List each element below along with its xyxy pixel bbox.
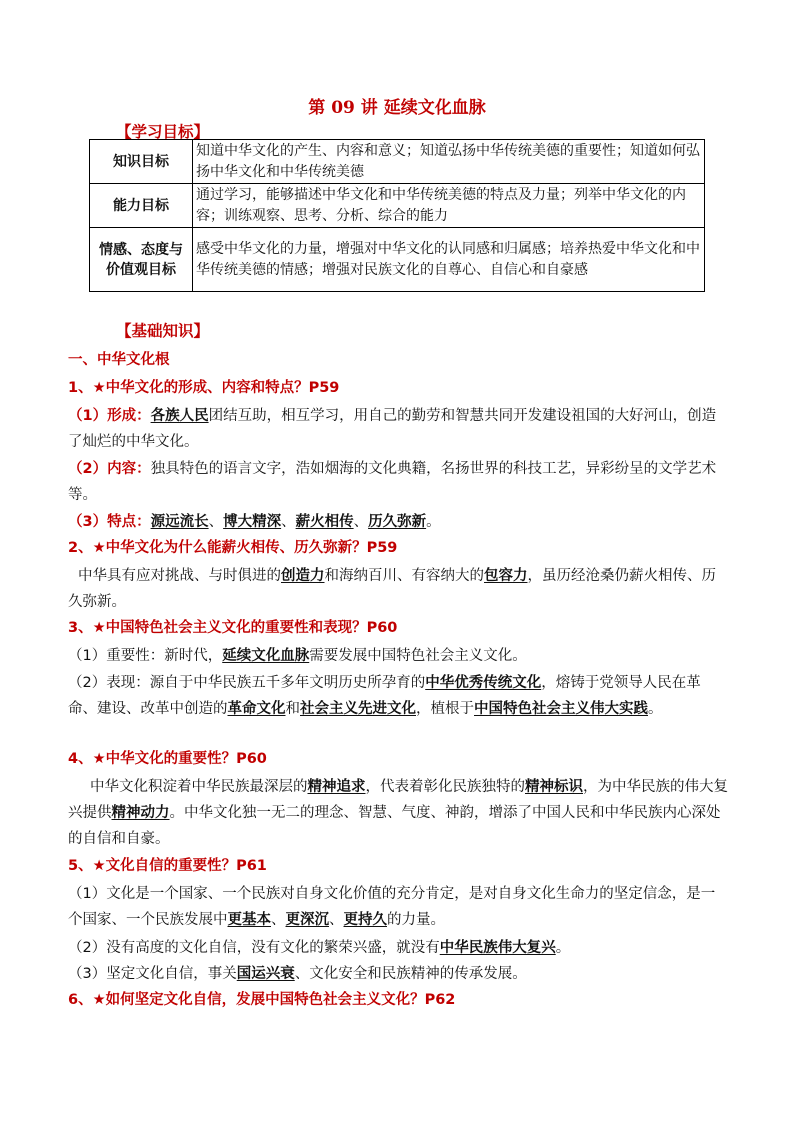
answer-text: 需要发展中国特色社会主义文化。 bbox=[309, 648, 527, 664]
answer-paragraph bbox=[68, 456, 728, 508]
answer-text: 和 bbox=[285, 701, 300, 717]
separator: 、 bbox=[271, 912, 286, 928]
keyword: 薪火相传 bbox=[295, 514, 354, 530]
keyword: 创造力 bbox=[281, 568, 325, 584]
keyword: 更持久 bbox=[343, 912, 387, 928]
answer-paragraph bbox=[68, 670, 728, 722]
page-title: 第 09 讲 延续文化血脉 bbox=[308, 98, 486, 118]
answer-text: （3）坚定文化自信，事关 bbox=[68, 966, 237, 982]
answer-label: （3）特点： bbox=[68, 514, 151, 530]
learning-goals-table bbox=[89, 139, 705, 292]
keyword: 博大精深 bbox=[223, 514, 282, 530]
basics-header: 【基础知识】 bbox=[116, 321, 210, 340]
separator: 。 bbox=[426, 514, 441, 530]
table-row bbox=[90, 184, 705, 228]
question-title: 5、★文化自信的重要性？P61 bbox=[68, 858, 267, 874]
goals-header: 【学习目标】 bbox=[116, 122, 210, 141]
answer-paragraph bbox=[68, 563, 728, 615]
answer-text: 、文化安全和民族精神的传承发展。 bbox=[294, 966, 527, 982]
keyword: 中华民族伟大复兴 bbox=[439, 940, 556, 956]
goal-key bbox=[90, 228, 193, 292]
answer-text: 和海纳百川、有容纳大的 bbox=[324, 568, 484, 584]
keyword: 中华优秀传统文化 bbox=[425, 675, 542, 691]
goal-key: 知识目标 bbox=[90, 140, 193, 184]
section-heading: 一、中华文化根 bbox=[68, 352, 170, 368]
answer-text: ，为中华民族的伟大复兴提供 bbox=[68, 779, 728, 821]
table-row bbox=[90, 140, 705, 184]
answer-paragraph bbox=[68, 961, 728, 987]
answer-paragraph bbox=[68, 403, 728, 455]
answer-text: （2）表现：源自于中华民族五千多年文明历史所孕育的 bbox=[68, 675, 426, 691]
answer-paragraph bbox=[68, 509, 728, 535]
keyword: 精神追求 bbox=[307, 779, 366, 795]
separator: 、 bbox=[353, 514, 369, 530]
answer-text: 独具特色的语言文字，浩如烟海的文化典籍，名扬世界的科技工艺，异彩纷呈的文学艺术等。 bbox=[68, 461, 717, 503]
keyword: 延续文化血脉 bbox=[222, 648, 310, 664]
answer-text: 中华文化积淀着中华民族最深层的 bbox=[90, 779, 308, 795]
keyword: 更基本 bbox=[227, 912, 271, 928]
goal-key: 能力目标 bbox=[90, 184, 193, 228]
answer-text: （1）文化是一个国家、一个民族对自身文化价值的充分肯定，是对自身文化生命力的坚定信念，是一个国家、一个民族发展中 bbox=[68, 886, 716, 928]
separator: 、 bbox=[208, 514, 224, 530]
answer-text: ，代表着彰化民族独特的 bbox=[365, 779, 525, 795]
answer-paragraph bbox=[68, 881, 728, 933]
keyword: 革命文化 bbox=[227, 701, 286, 717]
answer-text: 。中华文化独一无二的理念、智慧、气度、神韵，增添了中国人民和中华民族内心深处的自信和自豪。 bbox=[68, 805, 721, 847]
answer-paragraph bbox=[68, 774, 728, 852]
question-title: 6、★如何坚定文化自信，发展中国特色社会主义文化？P62 bbox=[68, 992, 456, 1008]
goal-key-label: 情感、态度与价值观目标 bbox=[99, 241, 183, 278]
question-title: 3、★中国特色社会主义文化的重要性和表现？P60 bbox=[68, 620, 398, 636]
answer-text: （1）重要性：新时代， bbox=[68, 648, 223, 664]
question-title: 4、★中华文化的重要性？P60 bbox=[68, 751, 267, 767]
goal-text: 通过学习，能够描述中华文化和中华传统美德的特点及力量；列举中华文化的内容；训练观察、思考、分析、综合的能力 bbox=[193, 184, 705, 228]
table-row bbox=[90, 228, 705, 292]
goal-text: 知道中华文化的产生、内容和意义；知道弘扬中华传统美德的重要性；知道如何弘扬中华文化和中华传统美德 bbox=[193, 140, 705, 184]
keyword: 中国特色社会主义伟大实践 bbox=[474, 701, 648, 717]
answer-text: ，植根于 bbox=[416, 701, 474, 717]
answer-label: （2）内容： bbox=[68, 461, 151, 477]
keyword: 源远流长 bbox=[150, 514, 209, 530]
keyword: 精神标识 bbox=[525, 779, 583, 795]
keyword: 国运兴衰 bbox=[236, 966, 295, 982]
keyword: 历久弥新 bbox=[368, 514, 427, 530]
answer-text: 。 bbox=[648, 701, 663, 717]
keyword: 社会主义先进文化 bbox=[300, 701, 416, 717]
answer-text: ，虽历经沧桑仍薪火相传、历久弥新。 bbox=[68, 568, 716, 610]
answer-text: ，熔铸于党领导人民在革命、建设、改革中创造的 bbox=[68, 675, 701, 717]
keyword: 包容力 bbox=[484, 568, 528, 584]
answer-text: （2）没有高度的文化自信，没有文化的繁荣兴盛，就没有 bbox=[68, 940, 440, 956]
answer-text: 中华具有应对挑战、与时俱进的 bbox=[78, 568, 281, 584]
answer-label: （1）形成： bbox=[68, 408, 151, 424]
answer-paragraph bbox=[68, 935, 728, 961]
goal-text: 感受中华文化的力量，增强对中华文化的认同感和归属感；培养热爱中华文化和中华传统美德的情感；增强对民族文化的自尊心、自信心和自豪感 bbox=[193, 228, 705, 292]
answer-text: 的力量。 bbox=[387, 912, 445, 928]
separator: 、 bbox=[281, 514, 296, 530]
answer-text: 。 bbox=[555, 940, 571, 956]
answer-paragraph bbox=[68, 643, 728, 669]
separator: 、 bbox=[329, 912, 344, 928]
question-title: 1、★中华文化的形成、内容和特点？P59 bbox=[68, 380, 340, 396]
question-title: 2、★中华文化为什么能薪火相传、历久弥新？P59 bbox=[68, 540, 398, 556]
keyword: 更深沉 bbox=[285, 912, 329, 928]
keyword: 精神动力 bbox=[111, 805, 170, 821]
keyword: 各族人民 bbox=[150, 408, 209, 424]
answer-text: 团结互助，相互学习，用自己的勤劳和智慧共同开发建设祖国的大好河山，创造了灿烂的中华文化。 bbox=[68, 408, 717, 450]
